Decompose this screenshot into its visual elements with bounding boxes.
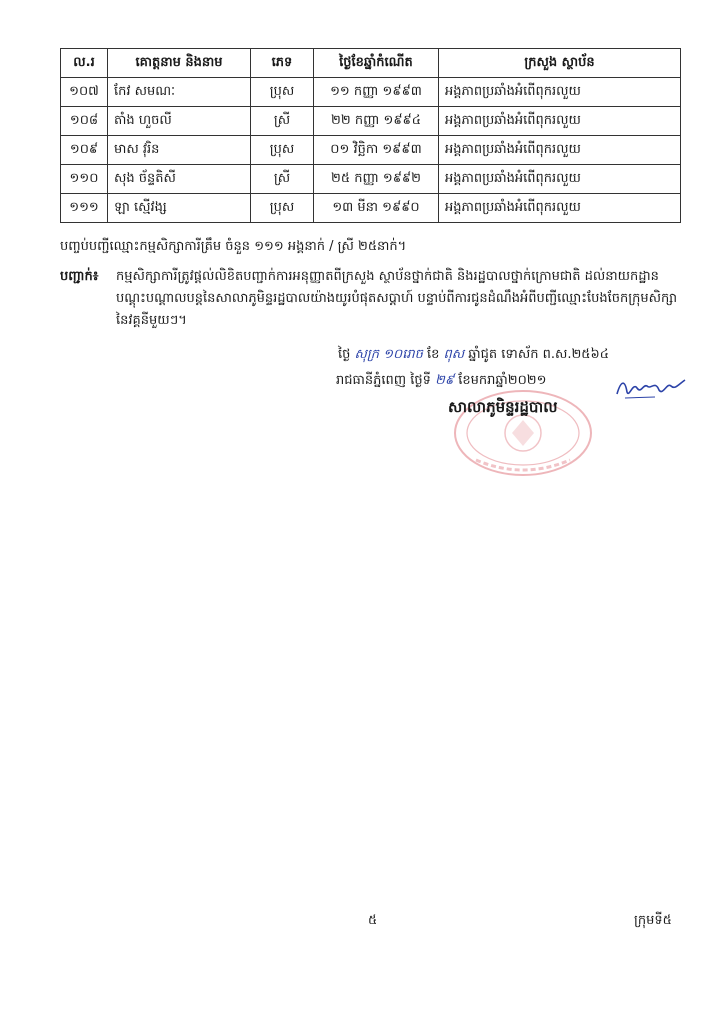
cell-institution: អង្គភាពប្រឆាំងអំពើពុករលួយ <box>439 194 681 223</box>
table-row <box>61 136 681 165</box>
table-header-row <box>61 49 681 78</box>
lunar-date-line <box>338 346 678 365</box>
signing-authority: សាលាភូមិន្ទរដ្ឋបាល <box>448 398 558 416</box>
cell-name: តាំង ហួចលី <box>108 107 251 136</box>
date-month: ខែមករា <box>458 373 496 388</box>
cell-dob: ១៣ មីនា ១៩៩០ <box>314 194 439 223</box>
cell-name: មាស វុរិន <box>108 136 251 165</box>
cell-sex: ប្រុស <box>251 194 314 223</box>
cell-institution: អង្គភាពប្រឆាំងអំពើពុករលួយ <box>439 78 681 107</box>
cell-number: ១០៩ <box>61 136 108 165</box>
trainee-table <box>60 48 681 223</box>
table-row <box>61 107 681 136</box>
note-body: កម្មសិក្សាការីត្រូវផ្ដល់លិខិតបញ្ជាក់ការអនុញ្ញាតពីក្រសួង ស្ថាប័នថ្នាក់ជាតិ និងរដ្ឋបាលថ្នាក់ក្រោមជាតិ ដល់នាយកដ្ឋានបណ្ដុះបណ្ដាលបន្តនៃសាលាភូមិន្ទរដ្ឋបាលយ៉ាងយូរបំផុតសប្ដាហ៍ បន្ទាប់ពីការជូនដំណឹងអំពីបញ្ជីឈ្មោះបែងចែកក្រុមសិក្សានៃវគ្គនីមួយៗ។ <box>116 269 678 328</box>
cell-name: កែវ សមណៈ <box>108 78 251 107</box>
header-full-name: គោត្តនាម និងនាម <box>108 49 251 78</box>
cell-dob: ០១ វិច្ឆិកា ១៩៩៣ <box>314 136 439 165</box>
date-day-prefix: ថ្ងៃ <box>338 347 351 362</box>
note-label: បញ្ជាក់៖ <box>60 269 99 284</box>
header-institution: ក្រសួង ស្ថាប័ន <box>439 49 681 78</box>
handwritten-lunar-day: សុក្រ ១០រោច <box>354 347 423 362</box>
header-sex: ភេទ <box>251 49 314 78</box>
cell-institution: អង្គភាពប្រឆាំងអំពើពុករលួយ <box>439 107 681 136</box>
cell-name: សុង ច័ន្ទតិសី <box>108 165 251 194</box>
header-date-of-birth: ថ្ងៃខែឆ្នាំកំណើត <box>314 49 439 78</box>
date-place-prefix: រាជធានីភ្នំពេញ ថ្ងៃទី <box>336 373 431 388</box>
table-row <box>61 194 681 223</box>
cell-dob: ១១ កញ្ញា ១៩៩៣ <box>314 78 439 107</box>
page-number: ៥ <box>368 913 378 928</box>
note-paragraph <box>60 266 680 332</box>
header-number: ល.រ <box>61 49 108 78</box>
cell-institution: អង្គភាពប្រឆាំងអំពើពុករលួយ <box>439 165 681 194</box>
date-month-prefix: ខែ <box>426 347 440 362</box>
handwritten-lunar-month: ពុស <box>443 347 465 362</box>
cell-sex: ប្រុស <box>251 78 314 107</box>
cell-dob: ២២ កញ្ញា ១៩៩៤ <box>314 107 439 136</box>
cell-sex: ស្រី <box>251 165 314 194</box>
cell-number: ១១០ <box>61 165 108 194</box>
cell-dob: ២៥ កញ្ញា ១៩៩២ <box>314 165 439 194</box>
cell-name: ឡា ស្មើវង្ស <box>108 194 251 223</box>
cell-institution: អង្គភាពប្រឆាំងអំពើពុករលួយ <box>439 136 681 165</box>
group-label: ក្រុមទី៥ <box>634 913 672 928</box>
handwritten-day: ២៩ <box>435 373 455 388</box>
date-year: ឆ្នាំ២០២១ <box>495 373 547 388</box>
cell-number: ១០៨ <box>61 107 108 136</box>
cell-number: ១០៧ <box>61 78 108 107</box>
table-row <box>61 165 681 194</box>
table-row <box>61 78 681 107</box>
date-year-suffix: ឆ្នាំជូត ទោស័ក ព.ស.២៥៦៤ <box>468 347 609 362</box>
cell-number: ១១១ <box>61 194 108 223</box>
cell-sex: ប្រុស <box>251 136 314 165</box>
cell-sex: ស្រី <box>251 107 314 136</box>
list-summary: បញ្ចប់បញ្ជីឈ្មោះកម្មសិក្សាការីត្រឹម ចំនួន ១១១ អង្គនាក់ / ស្រី ២៥នាក់។ <box>60 239 407 254</box>
